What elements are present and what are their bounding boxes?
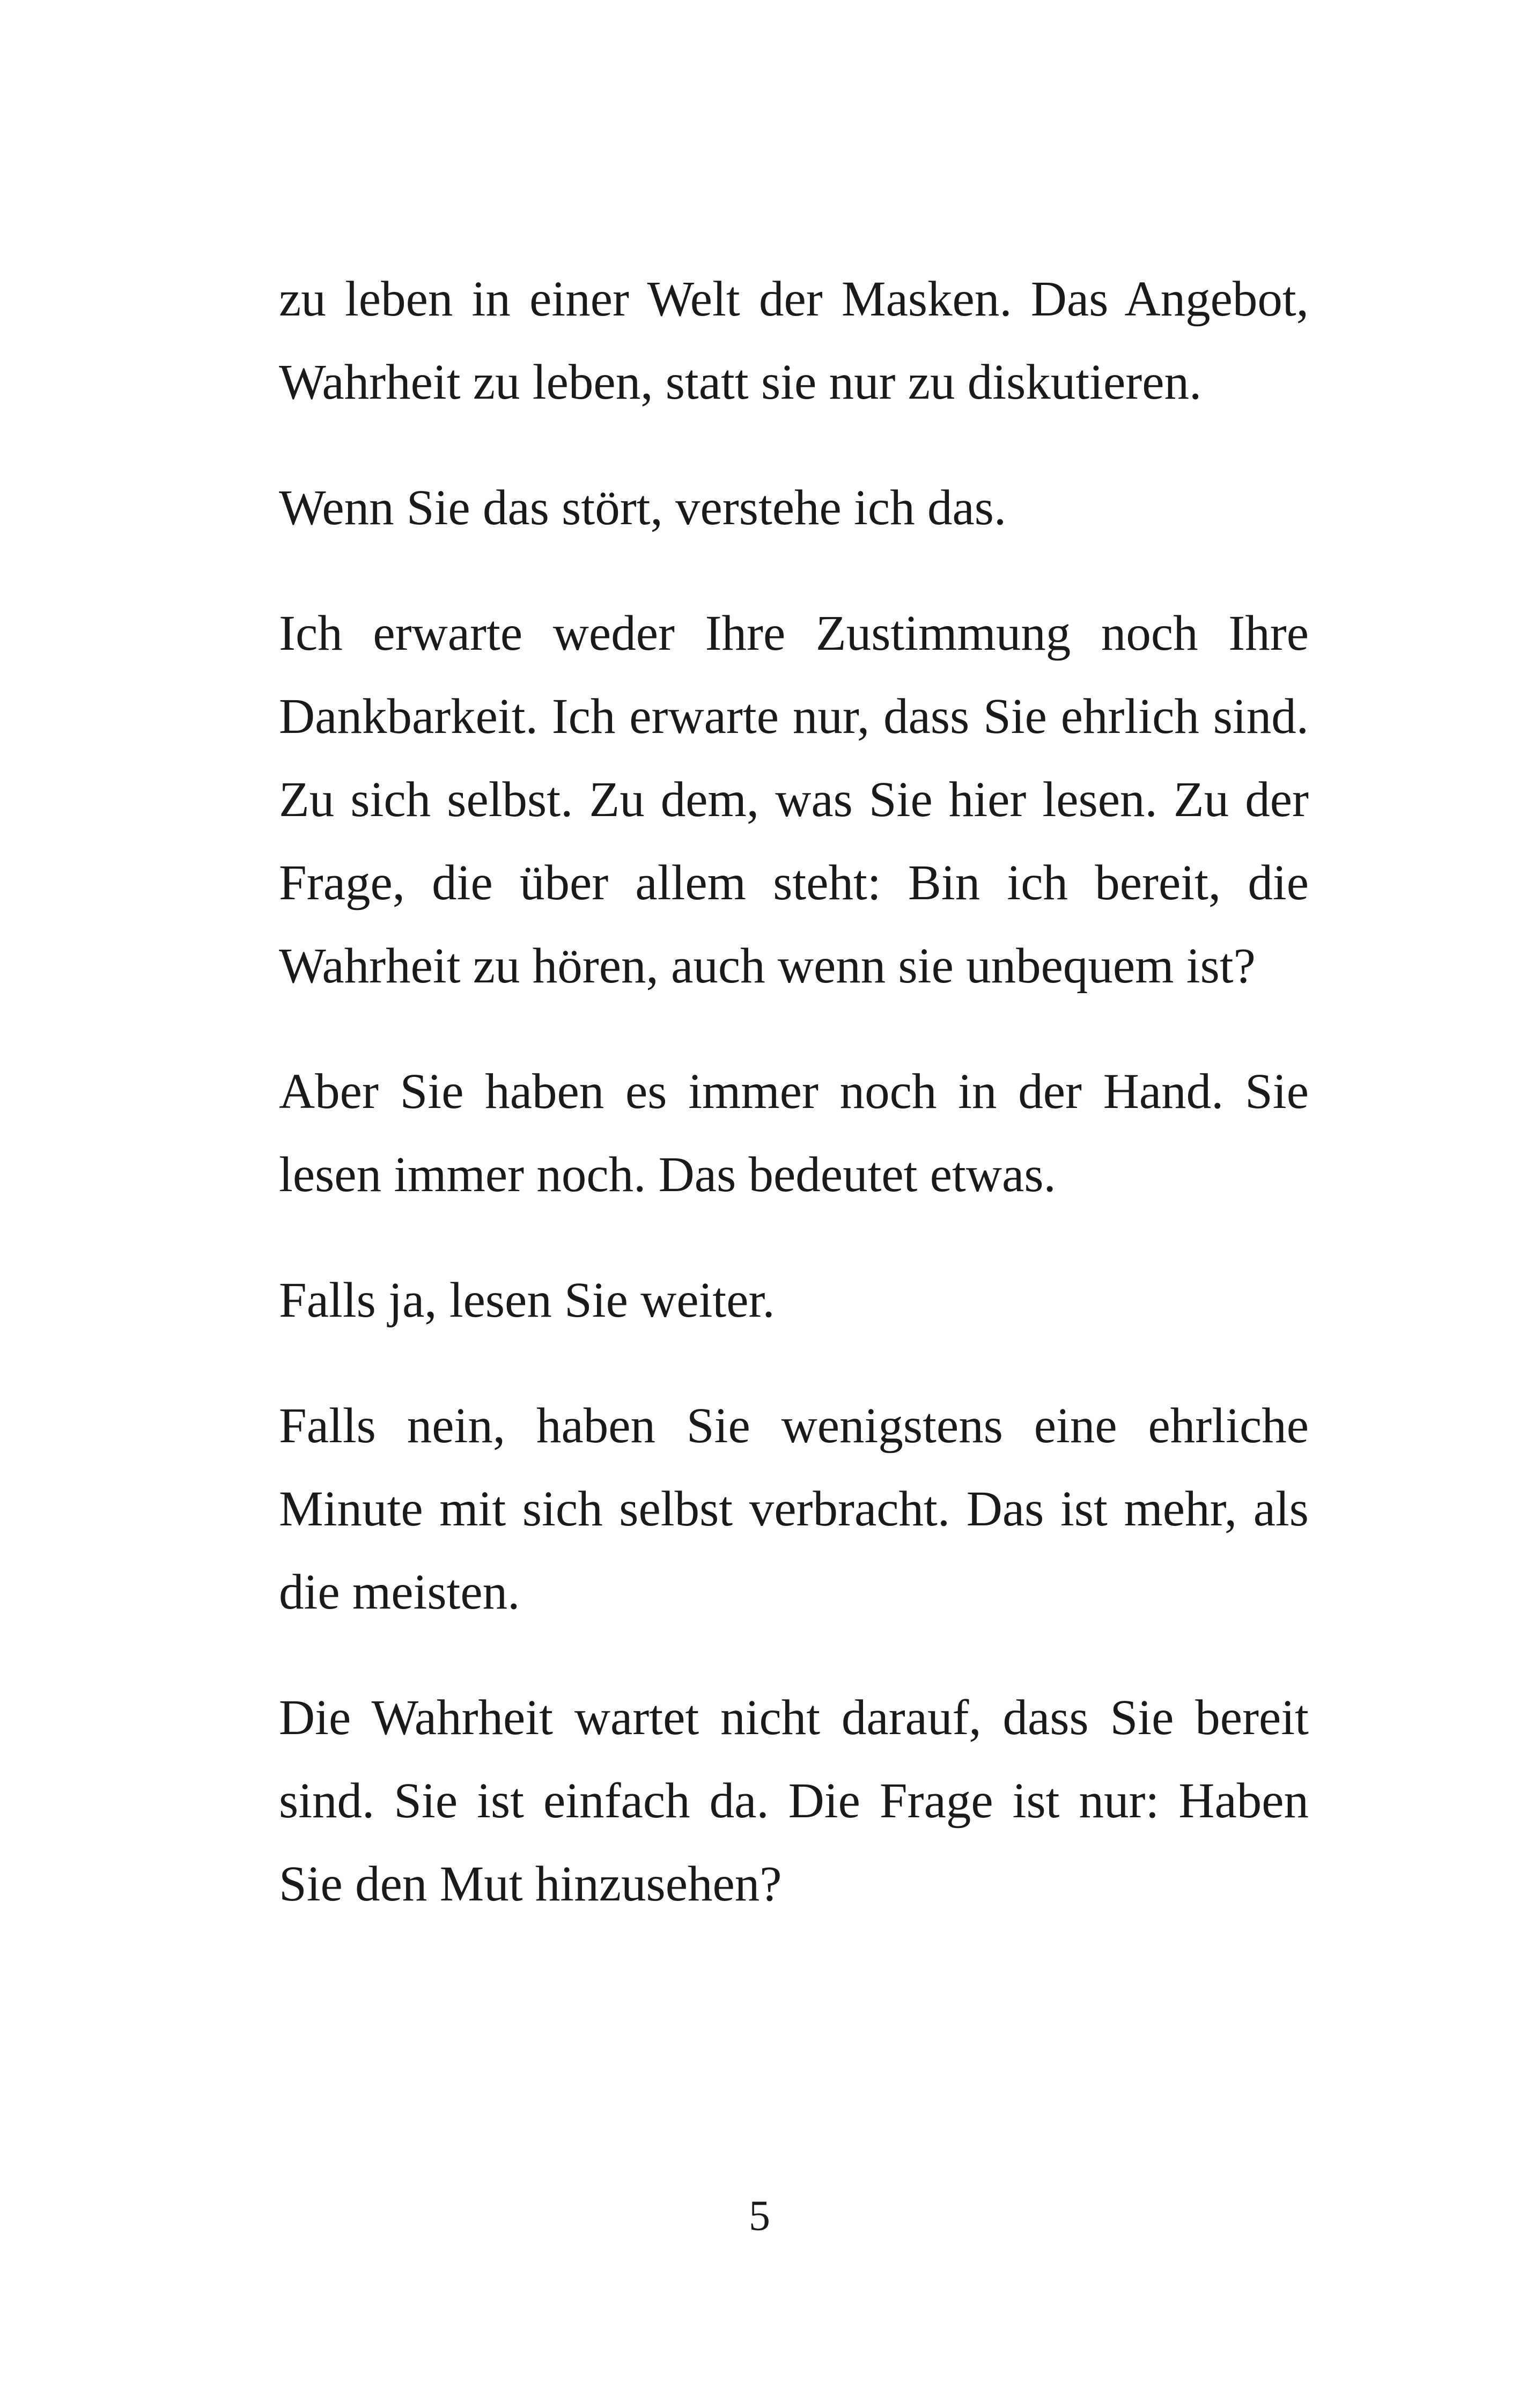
paragraph: Aber Sie haben es immer noch in der Hand. Sie lesen immer noch. Das bedeutet etwas.: [279, 1064, 1309, 1202]
page-number: 5: [749, 2192, 770, 2240]
paragraph: zu leben in einer Welt der Masken. Das Angebot, Wahrheit zu leben, statt sie nur zu diskutieren.: [279, 271, 1309, 410]
paragraph: Wenn Sie das stört, verstehe ich das.: [279, 480, 1007, 535]
paragraph: Ich erwarte weder Ihre Zustimmung noch Ihre Dankbarkeit. Ich erwarte nur, dass Sie ehrlich sind. Zu sich selbst. Zu dem, was Sie hier lesen. Zu der Frage, die über allem steht: Bin ich bereit, die Wahrheit zu hören, auch wenn sie unbequem ist?: [279, 606, 1309, 994]
paragraph: Falls nein, haben Sie wenigstens eine ehrliche Minute mit sich selbst verbracht. Das ist mehr, als die meisten.: [279, 1398, 1309, 1620]
paragraph: Falls ja, lesen Sie weiter.: [279, 1273, 775, 1328]
body-text: [279, 258, 1309, 1926]
paragraph: Die Wahrheit wartet nicht darauf, dass Sie bereit sind. Sie ist einfach da. Die Frage ist nur: Haben Sie den Mut hinzusehen?: [279, 1690, 1309, 1912]
